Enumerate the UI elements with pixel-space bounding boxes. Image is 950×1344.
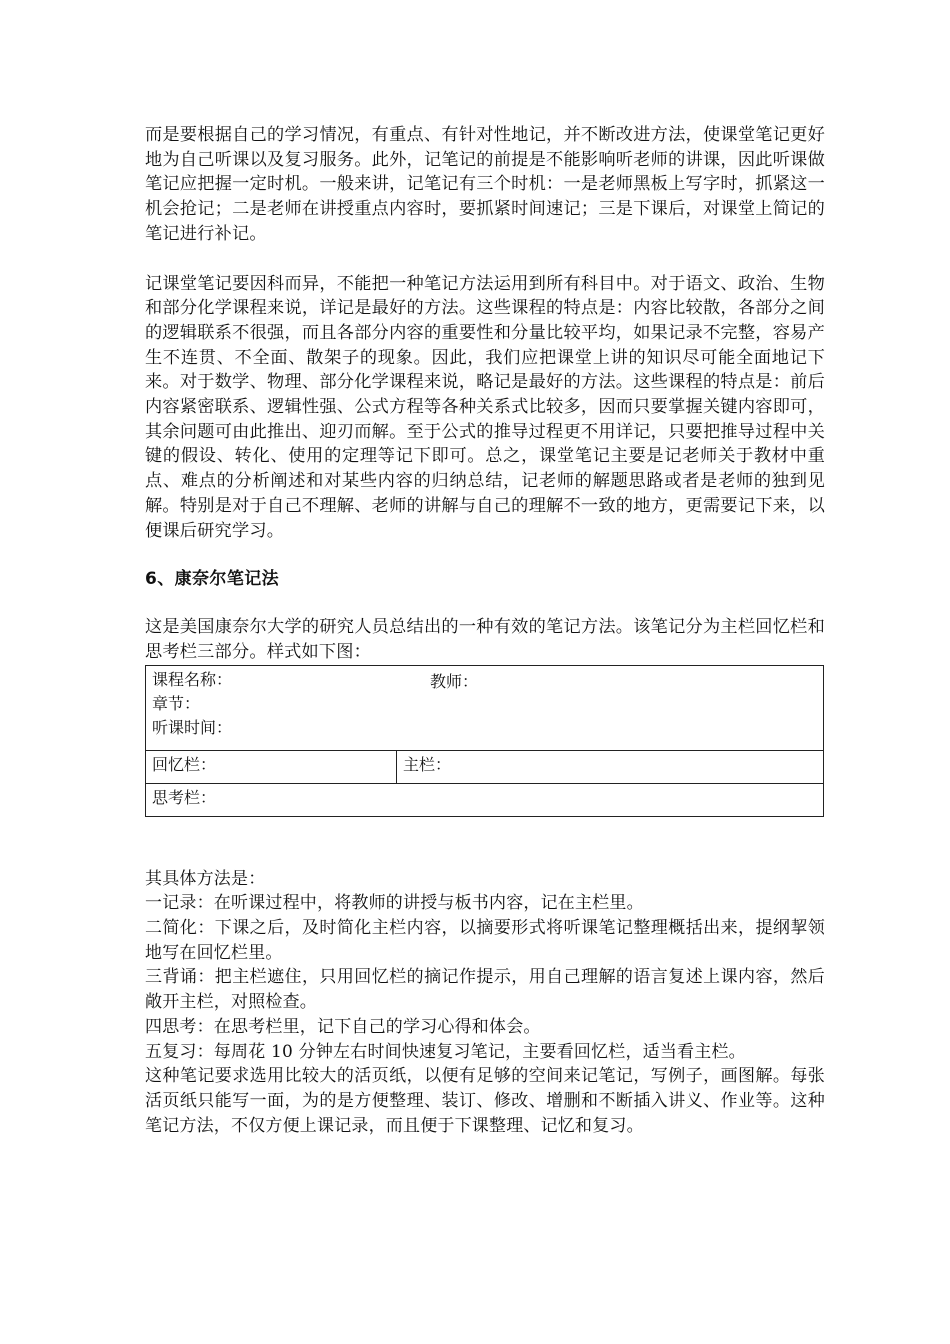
table-header-row [146, 665, 824, 750]
section-intro: 这是美国康奈尔大学的研究人员总结出的一种有效的笔记方法。该笔记分为主栏回忆栏和思考栏三部分。样式如下图： [145, 617, 825, 662]
method-step-think: 四思考：在思考栏里，记下自己的学习心得和体会。 [145, 1016, 541, 1037]
course-info-cell [146, 665, 824, 750]
method-intro: 其具体方法是： [145, 868, 266, 889]
paragraph-note-by-subject: 记课堂笔记要因科而异，不能把一种笔记方法运用到所有科目中。对于语文、政治、生物和部分化学课程来说，详记是最好的方法。这些课程的特点是：内容比较散，各部分之间的逻辑联系不很强，而且各部分内容的重要性和分量比较平均，如果记录不完整，容易产生不连贯、不全面、散架子的现象。因此，我们应把课堂上讲的知识尽可能全面地记下来。对于数学、物理、部分化学课程来说，略记是最好的方法。这些课程的特点是：前后内容紧密联系、逻辑性强、公式方程等各种关系式比较多，因而只要掌握关键内容即可，其余问题可由此推出、迎刃而解。至于公式的推导过程更不用详记，只要把推导过程中关键的假设、转化、使用的定理等记下即可。总之，课堂笔记主要是记老师关于教材中重点、难点的分析阐述和对某些内容的归纳总结，记老师的解题思路或者是老师的独到见解。特别是对于自己不理解、老师的讲解与自己的理解不一致的地方，更需要记下来，以便课后研究学习。 [145, 273, 825, 541]
method-step-record: 一记录：在听课过程中，将教师的讲授与板书内容，记在主栏里。 [145, 893, 644, 914]
section-heading: 6、康奈尔笔记法 [145, 569, 280, 590]
method-step-review: 五复习：每周花 10 分钟左右时间快速复习笔记，主要看回忆栏，适当看主栏。 [145, 1041, 746, 1062]
chapter-label: 章节： [152, 693, 201, 713]
recall-column-cell: 回忆栏： [146, 750, 397, 783]
table-columns-row [146, 750, 824, 783]
page-content [145, 123, 825, 1138]
method-step-recite: 三背诵：把主栏遮住，只用回忆栏的摘记作提示，用自己理解的语言复述上课内容，然后敞开主栏，对照检查。 [145, 967, 825, 1013]
lecture-time-label: 听课时间： [152, 717, 233, 737]
teacher-label: 教师： [430, 671, 479, 691]
paragraph-note-timing: 而是要根据自己的学习情况，有重点、有针对性地记，并不断改进方法，使课堂笔记更好地为自己听课以及复习服务。此外，记笔记的前提是不能影响听老师的讲课，因此听课做笔记应把握一定时机。一般来讲，记笔记有三个时机：一是老师黑板上写字时，抓紧这一机会抢记；二是老师在讲授重点内容时，要抓紧时间速记；三是下课后，对课堂上简记的笔记进行补记。 [145, 125, 825, 244]
course-name-label: 课程名称： [152, 669, 233, 689]
thinking-column-cell: 思考栏： [146, 783, 824, 816]
table-thinking-row [146, 783, 824, 816]
method-summary: 这种笔记要求选用比较大的活页纸，以便有足够的空间来记笔记，写例子，画图解。每张活页纸只能写一面，为的是方便整理、装订、修改、增删和不断插入讲义、作业等。这种笔记方法，不仅方便上课记录，而且便于下课整理、记忆和复习。 [145, 1066, 825, 1136]
cornell-template-table [145, 665, 824, 817]
method-steps [145, 867, 825, 1139]
method-step-simplify: 二简化：下课之后，及时简化主栏内容，以摘要形式将听课笔记整理概括出来，提纲挈领地写在回忆栏里。 [145, 918, 825, 963]
main-column-cell: 主栏： [397, 750, 824, 783]
